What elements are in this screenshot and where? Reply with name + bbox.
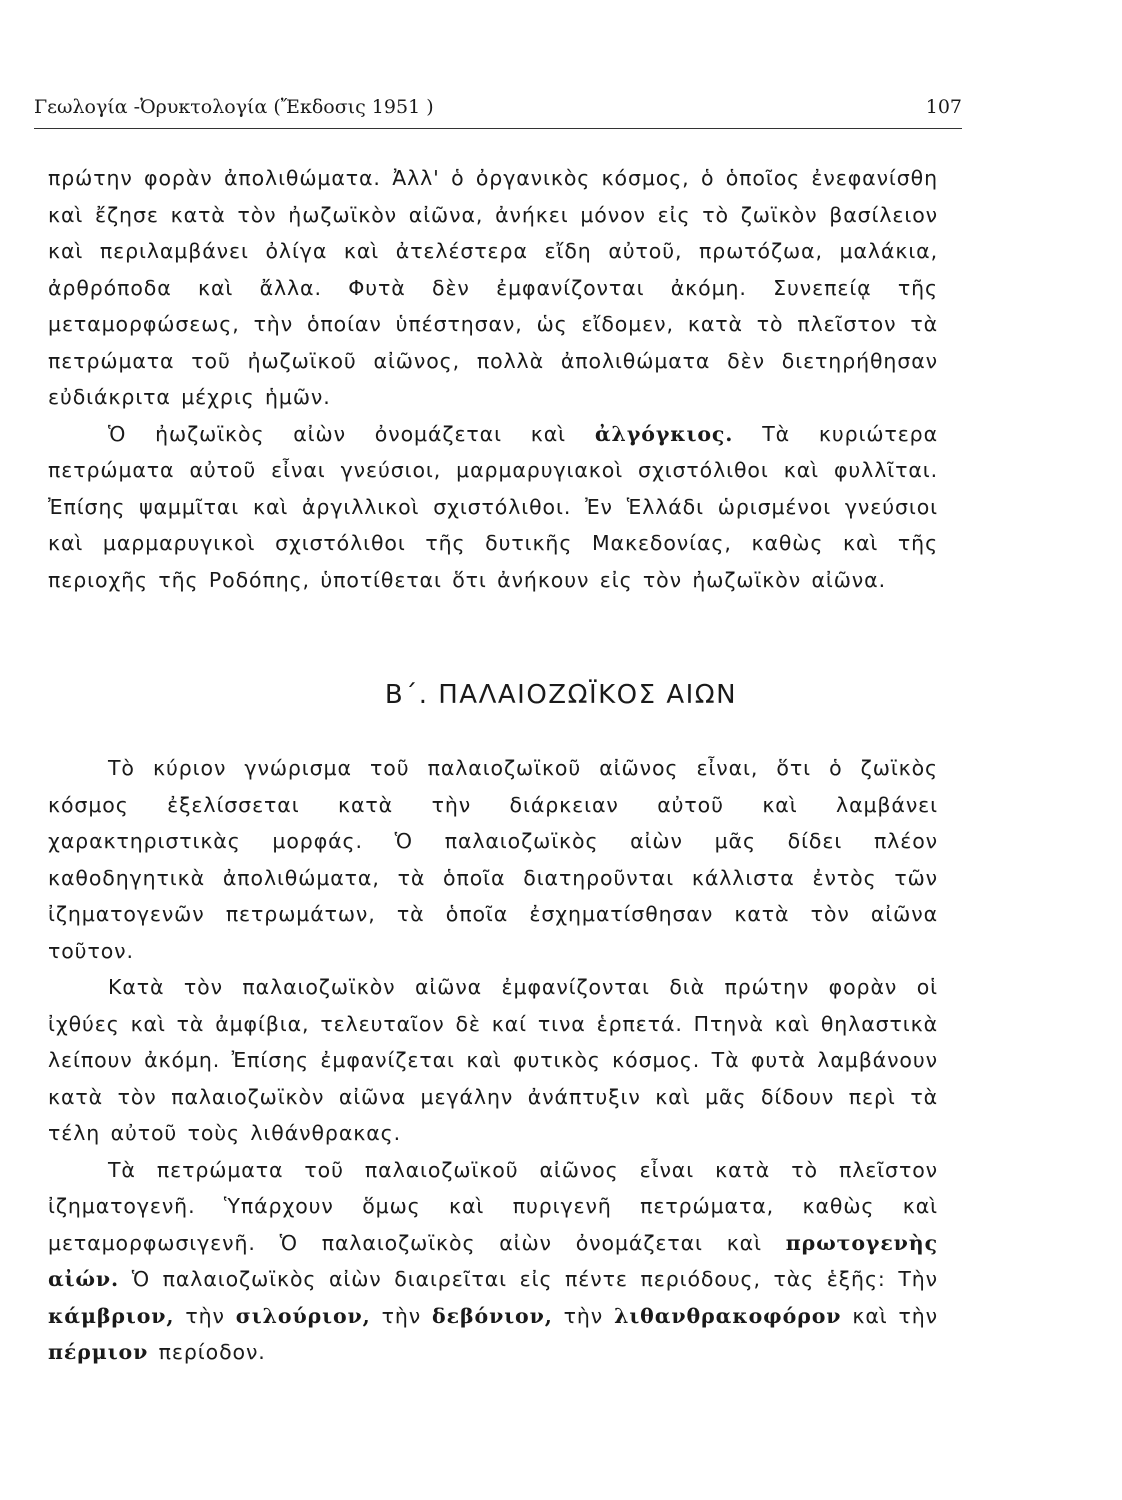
bold-term: πέρμιον [48,1340,149,1364]
section-paleozoic-text [48,750,938,1371]
bold-term: λιθανθρακοφόρον [614,1303,842,1328]
paragraph: Τὸ κύριον γνώρισμα τοῦ παλαιοζωϊκοῦ αἰῶνος εἶναι, ὅτι ὁ ζωϊκὸς κόσμος ἐξελίσσεται κατὰ τὴν διάρκειαν αὐτοῦ καὶ λαμβάνει χαρακτηριστικὰς μορφάς. Ὁ παλαιοζωϊκὸς αἰὼν μᾶς δίδει πλέον καθοδηγητικὰ ἀπολιθώματα, τὰ ὁποῖα διατηροῦνται κάλλιστα ἐντὸς τῶν ἰζηματογενῶν πετρωμάτων, τὰ ὁποῖα ἐσχηματίσθησαν κατὰ τὸν αἰῶνα τοῦτον. [48,756,938,963]
bold-term: κάμβριον, [48,1303,175,1328]
running-title: Γεωλογία -Ὀρυκτολογία (Ἔκδοσις 1951 ) [34,96,434,118]
text-run: Ὁ παλαιοζωϊκὸς αἰὼν διαιρεῖται εἰς πέντε περιόδους, τὰς ἑξῆς: Τὴν [119,1267,938,1291]
bold-term: πρωτογενὴς αἰών. [48,1230,938,1291]
paragraph [48,1152,938,1371]
bold-term: δεβόνιον, [432,1303,553,1328]
text-run: περίοδον. [148,1340,266,1364]
paragraph: πρώτην φορὰν ἀπολιθώματα. Ἀλλ' ὁ ὀργανικὸς κόσμος, ὁ ὁποῖος ἐνεφανίσθη καὶ ἔζησε κατὰ τὸν ἠωζωϊκὸν αἰῶνα, ἀνήκει μόνον εἰς τὸ ζωϊκὸν βασίλειον καὶ περιλαμβάνει ὀλίγα καὶ ἀτελέστερα εἴδη αὐτοῦ, πρωτόζωα, μαλάκια, ἀρθρόποδα καὶ ἄλλα. Φυτὰ δὲν ἐμφανίζονται ἀκόμη. Συνεπείᾳ τῆς μεταμορφώσεως, τὴν ὁποίαν ὑπέστησαν, ὡς εἴδομεν, κατὰ τὸ πλεῖστον τὰ πετρώματα τοῦ ἠωζωϊκοῦ αἰῶνος, πολλὰ ἀπολιθώματα δὲν διετηρήθησαν εὐδιάκριτα μέχρις ἡμῶν. [48,166,938,409]
text-run: Ὁ ἠωζωϊκὸς αἰὼν ὀνομάζεται καὶ [108,421,595,446]
text-run: τὴν [174,1303,236,1328]
paragraph: Κατὰ τὸν παλαιοζωϊκὸν αἰῶνα ἐμφανίζονται διὰ πρώτην φορὰν οἱ ἰχθύες καὶ τὰ ἀμφίβια, τελευταῖον δὲ καί τινα ἑρπετά. Πτηνὰ καὶ θηλαστικὰ λείπουν ἀκόμη. Ἐπίσης ἐμφανίζεται καὶ φυτικὸς κόσμος. Τὰ φυτὰ λαμβάνουν κατὰ τὸν παλαιοζωϊκὸν αἰῶνα μεγάλην ἀνάπτυξιν καὶ μᾶς δίδουν περὶ τὰ τέλη αὐτοῦ τοὺς λιθάνθρακας. [48,975,938,1145]
page-number: 107 [925,96,962,118]
text-run: τὴν [370,1303,433,1328]
bold-term: ἀλγόγκιος. [594,421,734,446]
text-run: Τὰ πετρώματα τοῦ παλαιοζωϊκοῦ αἰῶνος εἶναι κατὰ τὸ πλεῖστον ἰζηματογενῆ. Ὑπάρχουν ὅμως καὶ πυριγενῆ πετρώματα, καθὼς καὶ μεταμορφωσιγενῆ. Ὁ παλαιοζωϊκὸς αἰὼν ὀνομάζεται καὶ [48,1157,938,1255]
paragraph [48,416,938,599]
text-run: Τὰ κυριώτερα πετρώματα αὐτοῦ εἶναι γνεύσιοι, μαρμαρυγιακοὶ σχιστόλιθοι καὶ φυλλῖται. Ἐπίσης ψαμμῖται καὶ ἀργιλλικοὶ σχιστόλιθοι. Ἐν Ἑλλάδι ὡρισμένοι γνεύσιοι καὶ μαρμαρυγικοὶ σχιστόλιθοι τῆς δυτικῆς Μακεδονίας, καθὼς καὶ τῆς περιοχῆς τῆς Ροδόπης, ὑποτίθεται ὅτι ἀνήκουν εἰς τὸν ἠωζωϊκὸν αἰῶνα. [48,421,939,592]
section-heading: Β΄. ΠΑΛΑΙΟΖΩΪΚΟΣ ΑΙΩΝ [384,680,738,710]
section-eozoic-text [48,160,938,598]
running-header [34,90,962,129]
text-run: τὴν [552,1303,615,1328]
bold-term: σιλούριον, [235,1303,371,1328]
text-run: καὶ τὴν [841,1303,938,1328]
